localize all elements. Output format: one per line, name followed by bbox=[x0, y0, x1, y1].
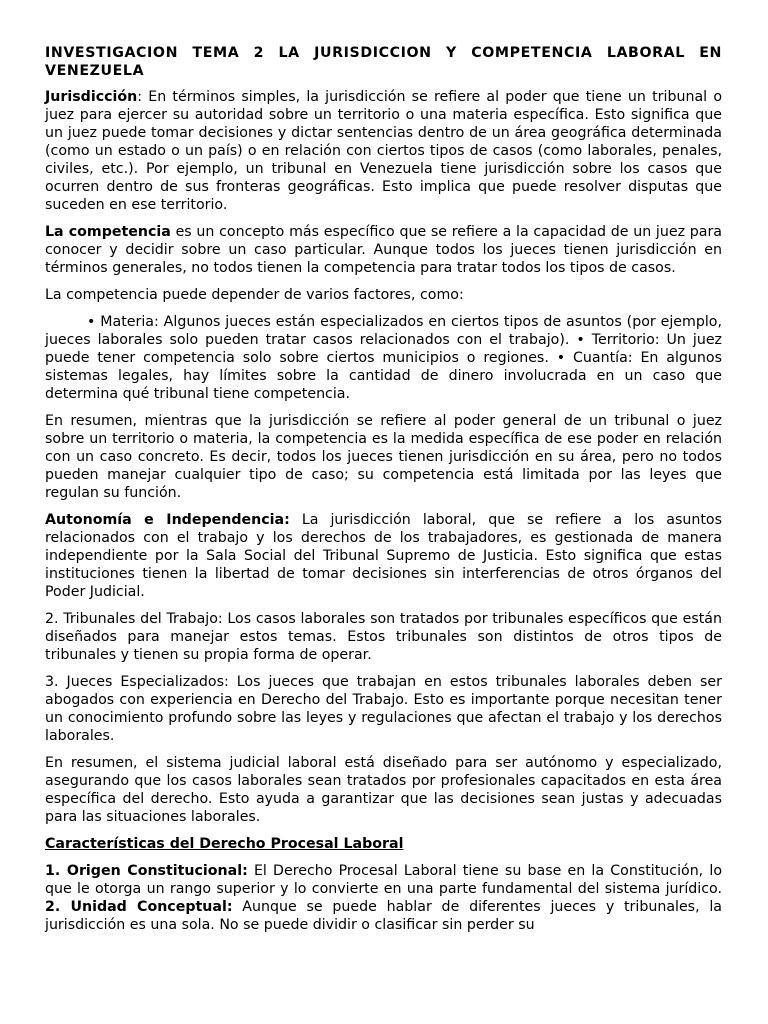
section-heading bbox=[45, 835, 722, 853]
term-competencia: La competencia bbox=[45, 224, 171, 240]
paragraph-text: La jurisdicción laboral, que se refiere a los asuntos relacionados con el trabajo y los derechos de los trabajadores, es gestionada de manera independiente por la Sala Social del Tribunal Supremo de Justicia. Esto significa que estas instituciones tienen la libertad de tomar decisiones sin interferencias de otros órganos del Poder Judicial. bbox=[45, 512, 722, 600]
paragraph-autonomia bbox=[45, 511, 722, 601]
paragraph-resumen-2: En resumen, el sistema judicial laboral está diseñado para ser autónomo y especializado, asegurando que los casos laborales sean tratados por profesionales capacitados en esta área específica del derecho. Esto ayuda a garantizar que las decisiones sean justas y adecuadas para las situaciones laborales. bbox=[45, 755, 722, 825]
paragraph-factores: La competencia puede depender de varios factores, como: bbox=[45, 287, 464, 303]
paragraph-tribunales: 2. Tribunales del Trabajo: Los casos laborales son tratados por tribunales específicos que están diseñados para manejar estos temas. Estos tribunales son distintos de otros tipos de tribunales y tienen su propia forma de operar. bbox=[45, 611, 722, 663]
term-origen: 1. Origen Constitucional: bbox=[45, 863, 248, 879]
paragraph-factor-list: • Materia: Algunos jueces están especializados en ciertos tipos de asuntos (por ejemplo, jueces laborales solo pueden tratar casos relacionados con el trabajo). • Territorio: Un juez puede tener competencia solo sobre ciertos municipios o regiones. • Cuantía: En algunos sistemas legales, hay límites sobre la cantidad de dinero involucrada en un caso que determina qué tribunal tiene competencia. bbox=[45, 314, 722, 402]
paragraph-caracteristicas bbox=[45, 862, 722, 934]
term-autonomia: Autonomía e Independencia: bbox=[45, 512, 290, 528]
document-page bbox=[45, 44, 722, 943]
paragraph-resumen-1: En resumen, mientras que la jurisdicción se refiere al poder general de un tribunal o juez sobre un territorio o materia, la competencia es la medida específica de ese poder en relación con un caso concreto. Es decir, todos los jueces tienen jurisdicción en su área, pero no todos pueden manejar cualquier tipo de caso; su competencia está limitada por las leyes que regulan su función. bbox=[45, 413, 722, 501]
paragraph-competencia bbox=[45, 223, 722, 277]
paragraph-text: es un concepto más específico que se refiere a la capacidad de un juez para conocer y decidir sobre un caso particular. Aunque todos los jueces tienen jurisdicción en términos generales, no todos tienen la competencia para tratar todos los tipos de casos. bbox=[45, 224, 722, 276]
term-unidad: 2. Unidad Conceptual: bbox=[45, 899, 233, 915]
paragraph-jurisdiccion bbox=[45, 88, 722, 214]
document-title: INVESTIGACION TEMA 2 LA JURISDICCION Y COMPETENCIA LABORAL EN VENEZUELA bbox=[45, 45, 722, 79]
term-jurisdiccion: Jurisdicción bbox=[45, 89, 138, 105]
heading-caracteristicas: Características del Derecho Procesal Laboral bbox=[45, 836, 404, 852]
paragraph-text: : En términos simples, la jurisdicción se refiere al poder que tiene un tribunal o juez para ejercer su autoridad sobre un territorio o una materia específica. Esto significa que un juez puede tomar decisiones y dictar sentencias dentro de un área geográfica determinada (como un estado o un país) o en relación con ciertos tipos de casos (como laborales, penales, civiles, etc.). Por ejemplo, un tribunal en Venezuela tiene jurisdicción sobre los casos que ocurren dentro de sus fronteras geográficas. Esto implica que puede resolver disputas que suceden en ese territorio. bbox=[45, 89, 722, 213]
paragraph-text: Aunque se puede hablar de diferentes jueces y tribunales, la jurisdicción es una sola. No se puede dividir o clasificar sin perder su bbox=[45, 899, 723, 933]
paragraph-jueces: 3. Jueces Especializados: Los jueces que trabajan en estos tribunales laborales deben ser abogados con experiencia en Derecho del Trabajo. Esto es importante porque necesitan tener un conocimiento profundo sobre las leyes y regulaciones que afectan el trabajo y los derechos laborales. bbox=[45, 674, 722, 744]
paragraph-text: El Derecho Procesal Laboral tiene su base en la Constitución, lo que le otorga un rango superior y lo convierte en una parte fundamental del sistema jurídico. bbox=[45, 863, 723, 897]
